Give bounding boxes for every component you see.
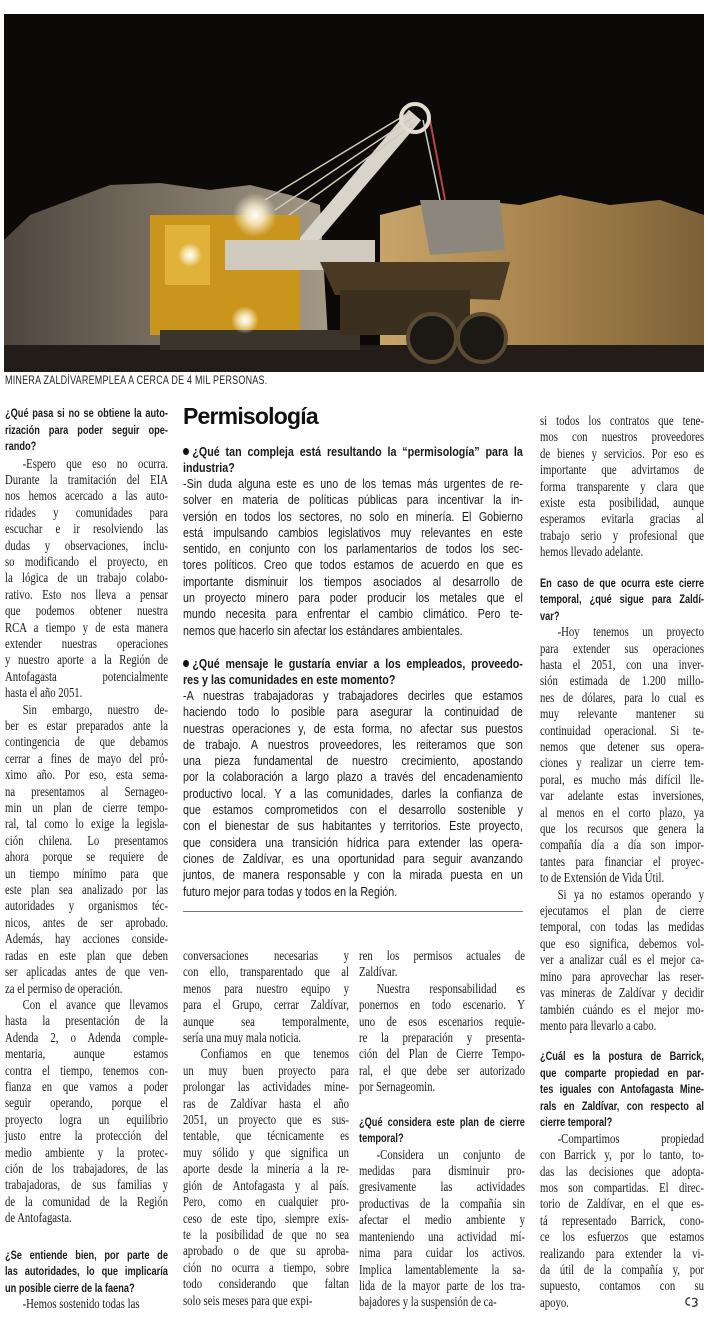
text-line: sión estimada de 1.200 millo-	[540, 673, 704, 689]
text-line: trabajo serio y profesional que	[540, 527, 704, 543]
text-line: mino para aprovechar las reser-	[540, 968, 704, 984]
text-line: fianza en que vamos a poder	[5, 1078, 168, 1094]
answer-paragraph	[5, 456, 168, 702]
question-text: ¿Qué tan compleja está resultando la “permisología” para la	[192, 445, 523, 459]
text-line: ce los esfuerzos que estamos	[540, 1229, 704, 1245]
text-line: ahora porque se requiere de	[5, 849, 168, 865]
text-line: nima para cuidar los activos.	[359, 1245, 525, 1261]
text-line: menos para nuestro equipo y	[183, 980, 349, 996]
text-line: ción no ocurra a tiempo, sobre	[183, 1259, 349, 1275]
text-line: uno de esos escenarios requie-	[359, 1013, 525, 1029]
text-line: y nuestro aporte a la Región de	[5, 652, 168, 668]
text-line: -A nuestras trabajadoras y trabajadores decirles que estamos	[183, 688, 523, 703]
text-line: ejecutamos el plan de cierre	[540, 903, 704, 919]
mine-night-photo	[0, 0, 708, 372]
text-line: -Hemos sostenido todas las	[22, 1296, 140, 1312]
text-line: rativo. Esto nos lleva a pensar	[5, 586, 168, 602]
bullet-icon	[183, 448, 189, 455]
text-line: está impulsando cambios legislativos muy relevantes en este	[183, 525, 523, 540]
text-line: forma transparente y clara que	[540, 478, 704, 494]
text-line: medidas para disminuir pro-	[359, 1163, 525, 1179]
text-line: para extender sus operaciones	[540, 640, 704, 656]
question-heading	[5, 1247, 168, 1297]
box-body	[183, 444, 523, 900]
text-line: temporal?	[359, 1131, 404, 1146]
text-line: un muy buen proyecto para	[183, 1062, 349, 1078]
text-line: gión de Antofagasta y al país.	[183, 1177, 349, 1193]
text-line: Antofagasta potencialmente	[5, 668, 168, 684]
text-line: tá representado Barrick, cono-	[540, 1212, 704, 1228]
text-line: ber es estar preparados ante la	[5, 718, 168, 733]
text-line: una pieza fundamental de nuestro crecimiento, apostando	[183, 754, 523, 769]
text-line: ser aplicadas antes de que ven-	[5, 964, 168, 980]
text-line: compañía día a día son impor-	[540, 837, 704, 853]
text-line: radas en este plan que deben	[5, 947, 168, 963]
text-line: autoridades y organismos téc-	[5, 898, 168, 914]
text-line: bajadores y la suspensión de ca-	[359, 1294, 497, 1310]
answer-paragraph	[5, 702, 168, 997]
text-line: un proyecto minero para poder producir los metales que el	[183, 591, 523, 606]
answer-paragraph	[540, 624, 704, 887]
text-line: dudas y observaciones, inclu-	[5, 537, 168, 553]
text-line: rals en Zaldívar, con respecto al	[540, 1098, 704, 1113]
text-line: gresivamente las actividades	[359, 1179, 525, 1195]
text-line: Confiamos en que tenemos	[200, 1046, 349, 1062]
text-line: rización para poder seguir ope-	[5, 422, 168, 437]
answer-paragraph	[359, 948, 525, 981]
text-line: ción del Plan de Cierre Tempo-	[359, 1046, 525, 1062]
text-line: nemos que hacerlo sin afectar los estándares ambientales.	[183, 623, 463, 638]
question-text: ¿Qué mensaje le gustaría enviar a los empleados, proveedo-	[192, 656, 523, 671]
question-heading	[5, 405, 168, 455]
answer-paragraph	[540, 1131, 704, 1311]
text-line: Si ya no estamos operando y	[557, 886, 704, 902]
text-line: con Barrick y, por lo tanto, to-	[540, 1147, 704, 1163]
text-line: muy relevante mantener su	[540, 706, 704, 722]
text-line: sería una muy mala noticia.	[183, 1030, 302, 1046]
text-line: ciones y realizar un cierre tem-	[540, 755, 704, 771]
text-line: versión en todos los sectores, no solo en minería. El Gobierno	[183, 509, 523, 524]
text-line: ¿Qué considera este plan de cierre	[359, 1114, 525, 1129]
article-column-middle-b	[359, 948, 525, 1311]
text-line: este plan sea analizado por las	[5, 882, 168, 898]
text-line: las autoridades, lo que implicaría	[5, 1264, 168, 1279]
text-line: esperamos evitarla gracias al	[540, 511, 704, 527]
text-line: na presentamos al Sernageo-	[5, 783, 168, 799]
article-column-left	[5, 405, 168, 1313]
text-line: escuchar e ir resolviendo las	[5, 521, 168, 537]
text-line: existe esta posibilidad, aunque	[540, 495, 704, 511]
text-line: temporal, ¿qué sigue para Zaldí-	[540, 592, 704, 607]
text-line: ver a analizar cuál es el mejor ca-	[540, 952, 704, 968]
text-line: RCA a tiempo y de esta manera	[5, 619, 168, 635]
text-line: continuidad operacional. Si te-	[540, 722, 704, 738]
text-line: aprobado o de que su aproba-	[183, 1243, 349, 1259]
text-line: un tiempo mínimo para que	[5, 865, 168, 881]
text-line: proyecto logra un equilibrio	[5, 1111, 168, 1127]
text-line: hemos llevado adelante.	[540, 544, 644, 560]
text-line: tantes para financiar el proyec-	[540, 853, 704, 869]
question-heading	[359, 1114, 525, 1147]
text-line: nuestras operaciones y, de esta forma, no afectar sus puestos	[183, 721, 523, 736]
text-line: productivo local. Y a las comunidades, darles la confianza de	[183, 786, 523, 801]
text-line: de trabajo. A nuestros proveedores, les reiteramos que son	[183, 737, 523, 752]
text-line: ción chilena. Lo presentamos	[5, 832, 168, 848]
text-line: poral, es mucho más difícil lle-	[540, 771, 704, 787]
article-column-right	[540, 413, 704, 1311]
text-line: tores políticos. Creo que todos estamos de acuerdo en que es	[183, 558, 523, 573]
text-line: muy sólido y que significa un	[183, 1144, 349, 1160]
text-line: juntos, de manera responsable y con la mirada puesta en un	[183, 868, 523, 883]
text-line: -Compartimos propiedad	[557, 1130, 704, 1146]
text-line: sentido, en conjunto con los parlamentarios de todos los sec-	[183, 542, 523, 557]
text-line: das las decisiones que adopta-	[540, 1163, 704, 1179]
text-line: que eso significa, debemos vol-	[540, 935, 704, 951]
text-line: trabajadoras, de sus familias y	[5, 1177, 168, 1193]
text-line: realizando para extender la vi-	[540, 1245, 704, 1261]
text-line: ximo año. Por eso, esta sema-	[5, 767, 168, 783]
text-line: contingencia de que debamos	[5, 734, 168, 750]
text-line: ciones de Zaldívar, es una oportunidad para seguir avanzando	[183, 851, 523, 866]
text-line: contra el tiempo, tenemos con-	[5, 1062, 168, 1078]
text-line: ridades y comunidades para	[5, 504, 168, 520]
text-line: conversaciones necesarias y	[183, 948, 349, 963]
text-line: todo considerando que faltan	[183, 1276, 349, 1292]
text-line: ral, el que debe ser autorizado	[359, 1062, 525, 1078]
answer-paragraph	[183, 688, 523, 900]
text-line: ¿Qué pasa si no se obtiene la auto-	[5, 406, 168, 420]
text-line: que los recursos que genera la	[540, 821, 704, 837]
text-line: hasta el año 2051.	[5, 685, 83, 701]
text-line: res y las comunidades en este momento?	[183, 672, 396, 687]
text-line: supuesto, contamos con su	[540, 1278, 704, 1294]
text-line: aporte desde la minería a la re-	[183, 1161, 349, 1177]
text-line: ¿Cuál es la postura de Barrick,	[540, 1049, 704, 1064]
text-line: productivas de la compañía sin	[359, 1195, 525, 1211]
text-line: cierre temporal?	[540, 1115, 613, 1130]
text-line	[183, 656, 523, 672]
question-heading	[183, 444, 523, 476]
text-line: rando?	[5, 439, 37, 453]
text-line: que considera una transición hídrica para extender las opera-	[183, 835, 523, 850]
text-line: -Hoy tenemos un proyecto	[557, 624, 704, 640]
answer-paragraph	[540, 413, 704, 561]
text-line: ral, tal como lo exige la legisla-	[5, 816, 168, 832]
answer-paragraph	[359, 981, 525, 1096]
question-heading	[540, 575, 704, 625]
text-line: mundo necesita para enfrentar el cambio climático. Pero te-	[183, 607, 523, 622]
text-line: hasta la presentación de la	[5, 1013, 168, 1029]
text-line: importante que advirtamos de	[540, 462, 704, 478]
answer-paragraph	[5, 1296, 168, 1312]
text-line: de bienes y servicios. Por eso es	[540, 445, 704, 461]
text-line: manteniendo una actividad mí-	[359, 1228, 525, 1244]
text-line: importante disminuir los tiempos asociados al desarrollo de	[183, 574, 523, 589]
text-line: Además, hay acciones conside-	[5, 931, 168, 947]
text-line: ción de los trabajadores, de las	[5, 1160, 168, 1176]
text-line: industria?	[183, 461, 235, 475]
text-line: tes iguales con Antofagasta Mine-	[540, 1082, 704, 1097]
text-line: para el Grupo, cerrar Zaldívar,	[183, 997, 349, 1013]
box-title: Permisología	[183, 403, 318, 429]
text-line: Adenda 2, o Adenda comple-	[5, 1029, 168, 1045]
text-line: con ello, transparentado que al	[183, 964, 349, 980]
text-line: de Antofagasta.	[5, 1210, 72, 1226]
answer-paragraph	[5, 997, 168, 1227]
text-line: Pero, como en cualquier pro-	[183, 1194, 349, 1210]
text-line: so modificando el proyecto, en	[5, 553, 168, 569]
text-line: var adelante estas inversiones,	[540, 788, 704, 804]
article-column-middle-a	[183, 948, 349, 1309]
text-line: da útil de la compañía y, por	[540, 1262, 704, 1278]
text-line: -Sin duda alguna este es uno de los temas más urgentes de re-	[183, 477, 523, 491]
text-line: 2051, un proyecto que es sus-	[183, 1112, 349, 1128]
text-line: medio ambiente y la protec-	[5, 1144, 168, 1160]
text-line: Implica lamentablemente la sa-	[359, 1261, 525, 1277]
end-of-article-icon	[683, 1296, 701, 1308]
text-line: la lógica de un trabajo colabo-	[5, 570, 168, 586]
text-line: torio de Zaldívar, en el que es-	[540, 1196, 704, 1212]
photo-caption: MINERA ZALDÍVAREMPLEA A CERCA DE 4 MIL PERSONAS.	[5, 375, 268, 387]
text-line: tentable, que técnicamente es	[183, 1128, 349, 1144]
text-line: ren los permisos actuales de	[359, 948, 525, 963]
text-line: -Espero que eso no ocurra.	[22, 455, 168, 471]
answer-paragraph	[183, 948, 349, 1046]
text-line: Nuestra responsabilidad es	[376, 980, 525, 996]
text-line: afectar el medio ambiente y	[359, 1212, 525, 1228]
text-line: por la colaboración a largo plazo a través del encadenamiento	[183, 770, 523, 785]
text-line: haciendo todo lo posible para asegurar la continuidad de	[183, 705, 523, 720]
text-line: lida de la mayor parte de los tra-	[359, 1277, 525, 1293]
question-heading	[540, 1048, 704, 1131]
text-line: to de Extensión de Vida Útil.	[540, 870, 665, 886]
text-line: aunque sea temporalmente,	[183, 1013, 349, 1029]
text-line: ¿Se entiende bien, por parte de	[5, 1247, 168, 1262]
text-line: nos hemos acercado a las auto-	[5, 488, 168, 504]
text-line: nicos, antes de ser aprobado.	[5, 914, 168, 930]
text-line: nemos que detener sus opera-	[540, 739, 704, 754]
answer-paragraph	[540, 887, 704, 1035]
text-line: seguir operando, porque el	[5, 1095, 168, 1111]
answer-paragraph	[183, 476, 523, 639]
text-line: un posible cierre de la faena?	[5, 1280, 135, 1295]
text-line: -Considera un conjunto de	[376, 1146, 525, 1162]
text-line: En caso de que ocurra este cierre	[540, 575, 704, 590]
text-line: justo entre la protección del	[5, 1128, 168, 1144]
text-line: min un plan de cierre tempo-	[5, 800, 168, 816]
text-line: ceso de este tipo, siempre exis-	[183, 1210, 349, 1226]
text-line: de la comunidad de la Región	[5, 1193, 168, 1209]
text-line: Sin embargo, nuestro de-	[22, 701, 168, 717]
text-line: extender nuestras operaciones	[5, 635, 168, 651]
text-line: cerrar a fines de mayo del pró-	[5, 750, 168, 766]
text-line: ras de Zaldívar hasta el año	[183, 1095, 349, 1111]
question-heading	[183, 656, 523, 688]
text-line: Zaldívar.	[359, 964, 398, 980]
text-line: solo seis meses para que expi-	[183, 1292, 313, 1308]
text-line: ponernos en todo escenario. Y	[359, 997, 525, 1013]
text-line: Con el avance que llevamos	[22, 996, 168, 1012]
text-line: que comparte propiedad en par-	[540, 1065, 704, 1080]
text-line: futuro mejor para todas y todos en la Región.	[183, 884, 398, 899]
text-line: que podemos obtener nuestra	[5, 603, 168, 619]
text-line	[183, 444, 523, 460]
text-line: también cuándo es el mejor mo-	[540, 1001, 704, 1017]
text-line: var?	[540, 608, 560, 623]
text-line: nes de dólares, para lo cual es	[540, 689, 704, 705]
permisologia-sidebar-box	[183, 402, 523, 900]
text-line: mos con nuestros proveedores	[540, 429, 704, 445]
text-line: mento para llevarlo a cabo.	[540, 1017, 657, 1033]
text-line: mos son compartidas. El direc-	[540, 1180, 704, 1196]
bullet-icon	[183, 660, 189, 667]
text-line: al menos en el corto plazo, ya	[540, 804, 704, 820]
text-line: hasta el 2051, con una inver-	[540, 656, 704, 672]
answer-paragraph	[359, 1147, 525, 1311]
text-line: mentaria, aunque estamos	[5, 1046, 168, 1062]
text-line: con el bienestar de sus habitantes y territorios. Este proyecto,	[183, 819, 523, 834]
text-line: solver en materia de políticas públicas para incentivar la in-	[183, 493, 523, 508]
text-line: apoyo.	[540, 1294, 569, 1310]
text-line: por Sernageomin.	[359, 1079, 436, 1095]
text-line: te la posibilidad de que no sea	[183, 1226, 349, 1242]
text-line: vas mineras de Zaldívar y decidir	[540, 985, 704, 1001]
text-line: za el permiso de operación.	[5, 980, 123, 996]
box-divider	[183, 911, 523, 912]
text-line: que estamos comprometidos con el desarrollo sostenible y	[183, 803, 523, 818]
text-line: re la preparación y presenta-	[359, 1030, 525, 1046]
text-line: Durante la tramitación del EIA	[5, 471, 168, 487]
text-line: si todos los contratos que tene-	[540, 413, 704, 428]
text-line: prolongar las actividades mine-	[183, 1079, 349, 1095]
answer-paragraph	[183, 1046, 349, 1309]
text-line: temporal, con todas las medidas	[540, 919, 704, 935]
